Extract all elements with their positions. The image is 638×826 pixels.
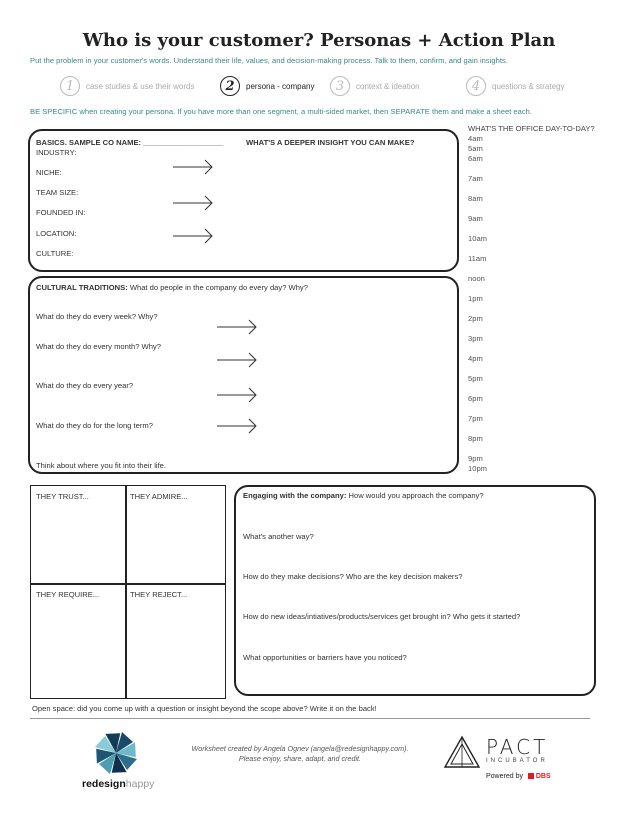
traditions-heading-bold: CULTURAL TRADITIONS: bbox=[36, 283, 128, 292]
credit-text bbox=[160, 744, 440, 764]
quadrant-reject: THEY REJECT... bbox=[130, 590, 188, 599]
footer-divider bbox=[30, 718, 590, 719]
engaging-heading-bold: Engaging with the company: bbox=[243, 491, 347, 500]
schedule-time: 9am bbox=[468, 214, 483, 223]
engaging-question-decisions: How do they make decisions? Who are the key decision makers? bbox=[243, 572, 463, 581]
schedule-time: 2pm bbox=[468, 314, 483, 323]
field-industry: INDUSTRY: bbox=[36, 148, 77, 157]
schedule-time: 6pm bbox=[468, 394, 483, 403]
arrow-right-icon bbox=[216, 352, 258, 368]
schedule-time: 8am bbox=[468, 194, 483, 203]
schedule-time: 6am bbox=[468, 154, 483, 163]
step-1 bbox=[60, 76, 195, 96]
step-label: questions & strategy bbox=[492, 81, 565, 91]
dbs-mark-icon bbox=[528, 773, 534, 779]
schedule-time: 5am bbox=[468, 144, 483, 153]
quadrant-divider-h bbox=[31, 583, 225, 585]
step-number: 3 bbox=[330, 76, 350, 96]
schedule-time: 7am bbox=[468, 174, 483, 183]
arrow-right-icon bbox=[216, 319, 258, 335]
step-label: context & ideation bbox=[356, 81, 420, 91]
logo-bold-text: redesign bbox=[82, 778, 126, 790]
tradition-question-long-term: What do they do for the long term? bbox=[36, 421, 153, 430]
tradition-closing: Think about where you fit into their life. bbox=[36, 461, 167, 470]
arrow-right-icon bbox=[216, 418, 258, 434]
step-4 bbox=[466, 76, 564, 96]
step-number: 2 bbox=[220, 76, 240, 96]
engaging-question-new-ideas: How do new ideas/intiatives/products/services get brought in? Who gets it started? bbox=[243, 612, 521, 621]
insight-heading: WHAT'S A DEEPER INSIGHT YOU CAN MAKE? bbox=[246, 138, 415, 147]
field-founded: FOUNDED IN: bbox=[36, 208, 86, 217]
schedule-time: noon bbox=[468, 274, 485, 283]
arrow-right-icon bbox=[172, 195, 214, 211]
quadrant-admire: THEY ADMIRE... bbox=[130, 492, 188, 501]
schedule-time: 5pm bbox=[468, 374, 483, 383]
tradition-question-week: What do they do every week? Why? bbox=[36, 312, 158, 321]
field-culture: CULTURE: bbox=[36, 249, 74, 258]
engaging-box bbox=[234, 485, 596, 696]
credit-line-2: Please enjoy, share, adapt, and credit. bbox=[238, 754, 362, 764]
schedule-time: 4pm bbox=[468, 354, 483, 363]
tradition-question-year: What do they do every year? bbox=[36, 381, 134, 390]
traditions-heading bbox=[36, 283, 308, 292]
powered-by-label: Powered by bbox=[486, 773, 523, 780]
basics-heading: BASICS. SAMPLE CO NAME: ___________________ bbox=[36, 138, 224, 147]
redesignhappy-logo bbox=[82, 778, 154, 790]
schedule-time: 8pm bbox=[468, 434, 483, 443]
pact-sub: INCUBATOR bbox=[486, 758, 548, 764]
schedule-time: 11am bbox=[468, 254, 487, 263]
schedule-time: 4am bbox=[468, 134, 483, 143]
field-team-size: TEAM SIZE: bbox=[36, 188, 79, 197]
page-title: Who is your customer? Personas + Action Plan bbox=[82, 30, 556, 51]
schedule-time: 10am bbox=[468, 234, 487, 243]
traditions-heading-rest: What do people in the company do every day? Why? bbox=[129, 283, 308, 292]
field-location: LOCATION: bbox=[36, 229, 77, 238]
schedule-time: 7pm bbox=[468, 414, 483, 423]
step-label: case studies & use their words bbox=[86, 81, 195, 91]
engaging-question-opportunities: What opportunities or barriers have you noticed? bbox=[243, 653, 407, 662]
pinwheel-logo-icon bbox=[93, 730, 139, 776]
schedule-time: 1pm bbox=[468, 294, 483, 303]
pact-name: PACT bbox=[486, 735, 549, 759]
open-space-text: Open space: did you come up with a question or insight beyond the scope above? Write it on the back! bbox=[32, 704, 377, 713]
step-3 bbox=[330, 76, 420, 96]
schedule-heading: WHAT'S THE OFFICE DAY-TO-DAY? bbox=[468, 124, 595, 133]
arrow-right-icon bbox=[172, 228, 214, 244]
schedule-time: 9pm bbox=[468, 454, 483, 463]
schedule-time: 3pm bbox=[468, 334, 483, 343]
quadrant-grid bbox=[30, 485, 226, 699]
logo-light-text: happy bbox=[125, 778, 155, 790]
step-number: 1 bbox=[60, 76, 80, 96]
dbs-brand: DBS bbox=[535, 773, 551, 780]
quadrant-trust: THEY TRUST... bbox=[36, 492, 89, 501]
engaging-heading bbox=[243, 491, 484, 500]
arrow-right-icon bbox=[172, 159, 214, 175]
traditions-box bbox=[28, 276, 459, 474]
step-label: persona - company bbox=[246, 81, 315, 91]
step-2 bbox=[220, 76, 314, 96]
quadrant-divider-v bbox=[125, 486, 127, 698]
pact-triangle-icon bbox=[443, 735, 481, 769]
engaging-heading-rest: How would you approach the company? bbox=[348, 491, 484, 500]
step-number: 4 bbox=[466, 76, 486, 96]
schedule-time: 10pm bbox=[468, 464, 487, 473]
credit-line-1: Worksheet created by Angela Ognev (angela@redesignhappy.com). bbox=[191, 744, 409, 753]
instruction-text: BE SPECIFIC when creating your persona. If you have more than one segment, a multi-sided market, then SEPARATE them and make a sheet each. bbox=[30, 107, 533, 116]
arrow-right-icon bbox=[216, 387, 258, 403]
basics-box bbox=[28, 129, 459, 272]
quadrant-require: THEY REQUIRE... bbox=[36, 590, 100, 599]
tradition-question-month: What do they do every month? Why? bbox=[36, 342, 161, 351]
step-indicator bbox=[0, 76, 638, 98]
field-niche: NICHE: bbox=[36, 168, 62, 177]
powered-by bbox=[486, 773, 551, 780]
engaging-question-another-way: What's another way? bbox=[243, 532, 314, 541]
page-subtitle: Put the problem in your customer's words. Understand their life, values, and decision-making process. Talk to them, confirm, and gain insights. bbox=[30, 56, 508, 65]
